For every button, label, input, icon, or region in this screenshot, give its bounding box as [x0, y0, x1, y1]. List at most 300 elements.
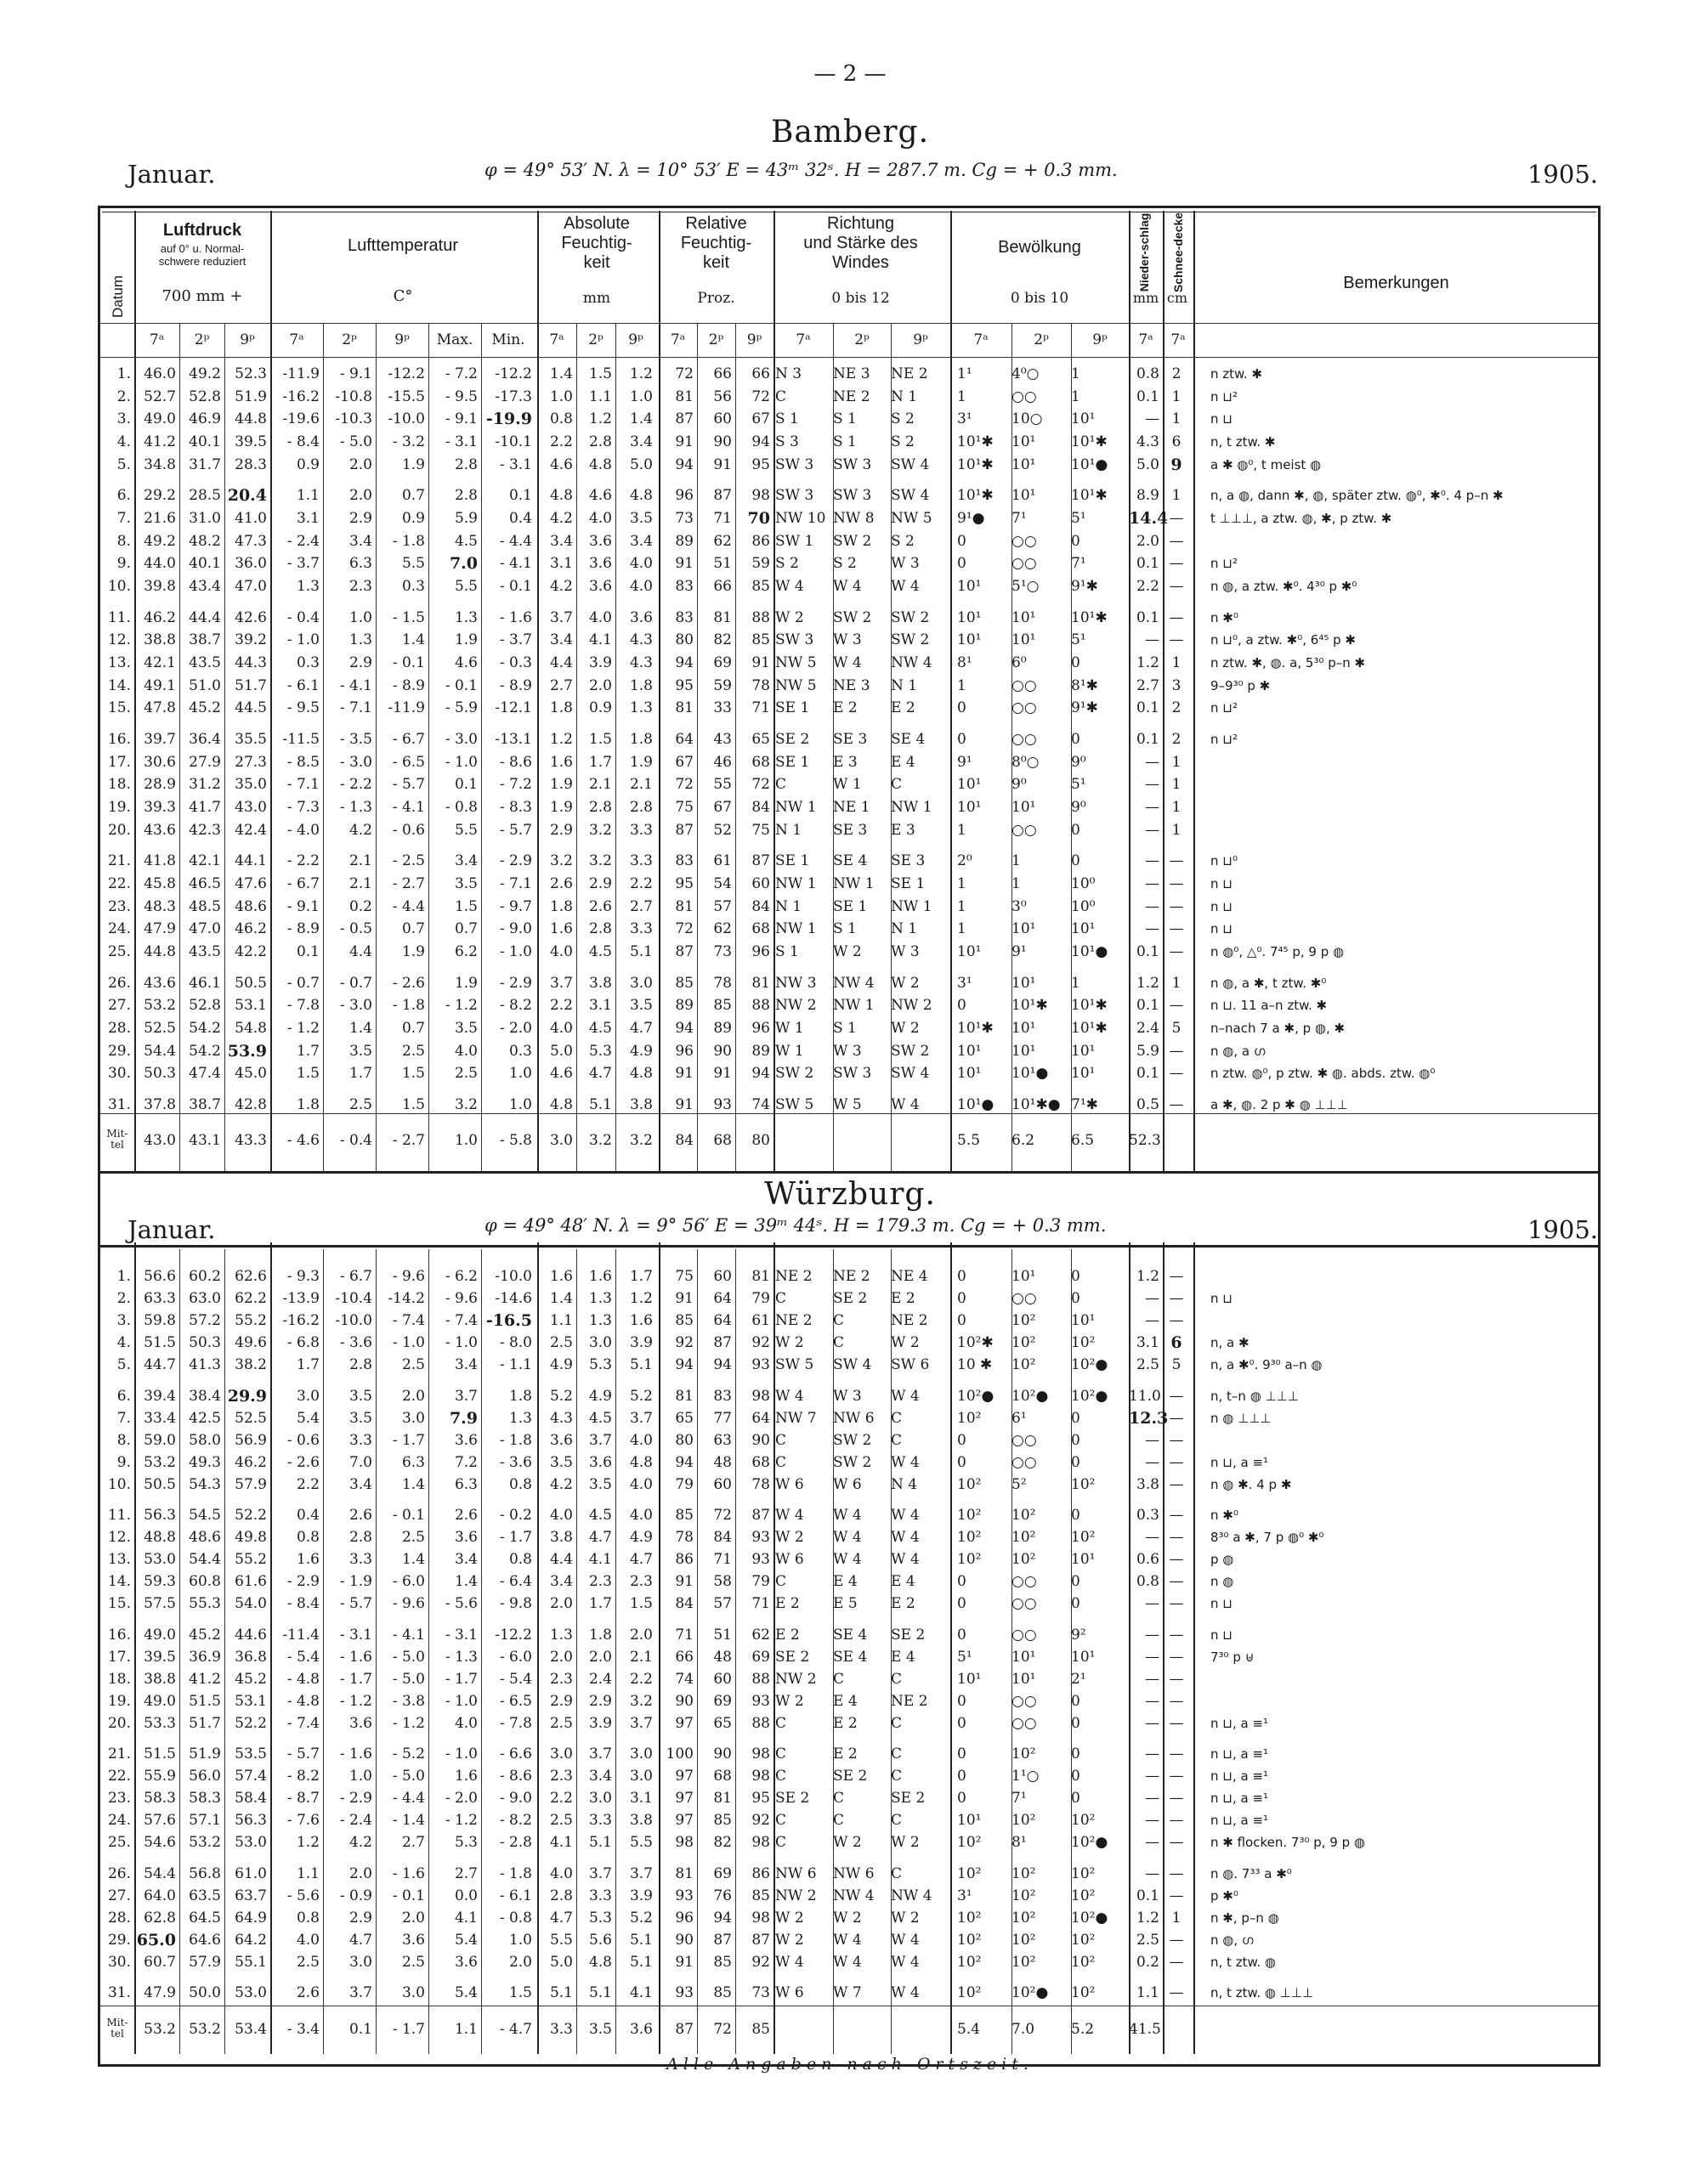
cell-r9: 68: [751, 920, 770, 938]
cell-datum: 30.: [107, 1953, 131, 1971]
cell-schnee: 1: [1171, 776, 1182, 794]
cell-r2: 85: [713, 997, 732, 1015]
sub-header: 7ᵃ: [670, 331, 686, 348]
cell-a7: 3.8: [549, 1529, 573, 1547]
cell-r2: 69: [713, 654, 732, 671]
cell-t7: - 6.1: [286, 676, 320, 694]
cell-w9: E 4: [891, 753, 915, 771]
cell-b2: 10²: [1012, 1887, 1036, 1904]
cell-tmax: - 3.1: [445, 1626, 478, 1644]
cell-r2: 63: [713, 1431, 732, 1449]
cell-r7: 72: [675, 920, 694, 938]
cell-t9: - 4.1: [392, 1626, 425, 1644]
cell-r7: 91: [675, 1096, 694, 1113]
cell-w7: W 2: [775, 1334, 804, 1352]
cell-r7: 71: [675, 1626, 694, 1644]
cell-w7: SW 1: [775, 532, 814, 550]
cell-r2: 90: [713, 1042, 732, 1060]
cell-w7: W 1: [775, 1042, 804, 1060]
cell-r7: 94: [675, 455, 694, 473]
header-rel-1: Relative: [685, 214, 747, 233]
cell-w7: W 4: [775, 1953, 804, 1971]
cell-w9: N 4: [891, 1475, 918, 1493]
cell-b7: 0: [957, 555, 966, 573]
cell-nied: —: [1145, 1312, 1159, 1330]
cell-a7: 4.3: [549, 1409, 573, 1427]
cell-r2: 66: [713, 578, 732, 595]
cell-tmax: 4.6: [454, 654, 478, 671]
cell-r9: 64: [751, 1409, 770, 1427]
cell-p9: 35.0: [235, 776, 267, 794]
cell-w9: W 3: [891, 943, 920, 960]
cell-w2: S 2: [833, 555, 857, 573]
cell-b2: 10¹✱: [1012, 997, 1048, 1015]
header-abs-unit: mm: [582, 290, 611, 307]
cell-a2: 1.6: [588, 1268, 612, 1285]
cell-p9: 52.3: [235, 365, 267, 382]
cell-nied: 3.8: [1136, 1475, 1159, 1493]
cell-datum: 2.: [116, 388, 131, 405]
cell-p2: 52.8: [189, 997, 221, 1015]
cell-nied: 1.2: [1136, 974, 1159, 992]
header-bemerkungen: Bemerkungen: [1343, 274, 1449, 292]
cell-tmax: 5.4: [454, 1931, 478, 1949]
cell-w7: NE 2: [775, 1312, 813, 1330]
cell-w7: W 4: [775, 1387, 804, 1405]
cell-a9: 1.8: [629, 676, 653, 694]
cell-p2: 57.2: [189, 1312, 221, 1330]
cell-schnee: —: [1169, 1042, 1184, 1060]
cell-nied: 1.2: [1136, 1909, 1159, 1927]
cell-p2: 53.2: [189, 2021, 221, 2038]
cell-r2: 60: [713, 1475, 732, 1493]
cell-p2: 45.2: [189, 699, 221, 717]
cell-nied: 0.1: [1136, 997, 1159, 1015]
cell-t2: 2.3: [348, 578, 372, 595]
cell-nied: 2.7: [1136, 676, 1159, 694]
cell-datum: 6.: [116, 487, 131, 505]
cell-r9: 75: [751, 821, 770, 839]
cell-datum: 22.: [107, 1768, 131, 1785]
cell-t2: 3.3: [348, 1431, 372, 1449]
cell-t7: 1.1: [296, 1864, 320, 1882]
cell-rem: n ◍: [1210, 1574, 1234, 1590]
cell-a9: 2.2: [629, 875, 653, 892]
cell-r2: 64: [713, 1312, 732, 1330]
cell-r9: 86: [751, 532, 770, 550]
cell-p2: 42.5: [189, 1409, 221, 1427]
cell-rem: n ⊔⁰, a ztw. ✱⁰, 6⁴⁵ p ✱: [1210, 632, 1356, 648]
cell-p7: 62.8: [144, 1909, 176, 1927]
cell-datum: 26.: [107, 974, 131, 992]
cell-p2: 31.0: [189, 510, 221, 527]
cell-t2: 3.4: [348, 532, 372, 550]
cell-b2: 10¹: [1012, 487, 1036, 505]
header-abs-1: Absolute: [564, 214, 630, 233]
cell-r7: 81: [675, 1387, 694, 1405]
cell-p2: 51.5: [189, 1692, 221, 1710]
cell-datum: 8.: [116, 1431, 131, 1449]
cell-t9: - 9.6: [392, 1595, 425, 1613]
cell-t9: 1.9: [401, 943, 425, 960]
cell-b2: 7¹: [1012, 510, 1027, 527]
cell-b2: 10²: [1012, 1953, 1036, 1971]
cell-b2: 10¹: [1012, 608, 1036, 626]
cell-t7: -11.9: [282, 365, 320, 382]
cell-a7: 2.7: [549, 676, 573, 694]
cell-rem: n ✱ flocken. 7³⁰ p, 9 p ◍: [1210, 1835, 1365, 1851]
cell-b9: 10²: [1071, 1984, 1096, 2001]
cell-b9: 5¹: [1071, 510, 1086, 527]
cell-t7: - 7.8: [286, 997, 320, 1015]
cell-w7: SW 3: [775, 631, 814, 649]
cell-b2: 10²: [1012, 1356, 1036, 1374]
cell-t9: 3.6: [401, 1931, 425, 1949]
cell-r9: 98: [751, 487, 770, 505]
cell-a7: 5.2: [549, 1387, 573, 1405]
cell-p9: 57.4: [235, 1768, 267, 1785]
cell-w7: E 2: [775, 1626, 800, 1644]
cell-p9: 61.6: [235, 1573, 267, 1591]
cell-w7: W 2: [775, 1529, 804, 1547]
cell-a7: 2.2: [549, 1790, 573, 1808]
cell-b7: 1: [957, 821, 966, 839]
cell-r9: 93: [751, 1692, 770, 1710]
cell-r2: 84: [713, 1529, 732, 1547]
cell-schnee: 5: [1171, 1356, 1182, 1374]
cell-tmax: - 7.4: [445, 1312, 478, 1330]
cell-tmax: - 5.9: [445, 699, 478, 717]
cell-schnee: —: [1169, 1626, 1184, 1644]
cell-rem: n ◍, a ✱, t ztw. ✱⁰: [1210, 975, 1327, 991]
cell-a2: 3.1: [588, 997, 612, 1015]
cell-b2: 10¹: [1012, 1648, 1036, 1666]
cell-a2: 4.7: [588, 1529, 612, 1547]
cell-b7: 10²●: [957, 1387, 994, 1405]
cell-p9: 52.2: [235, 1714, 267, 1732]
cell-t2: - 2.9: [339, 1790, 372, 1808]
cell-datum: 1.: [116, 365, 131, 382]
cell-w2: NE 3: [833, 676, 870, 694]
cell-r2: 68: [713, 1768, 732, 1785]
cell-tmin: - 6.5: [499, 1692, 532, 1710]
cell-p9: 54.0: [235, 1595, 267, 1613]
cell-r9: 70: [747, 509, 770, 528]
cell-r7: 80: [675, 1431, 694, 1449]
cell-a7: 3.0: [549, 1132, 573, 1149]
cell-w7: W 2: [775, 1909, 804, 1927]
cell-r7: 92: [675, 1334, 694, 1352]
cell-tmax: 7.2: [454, 1453, 478, 1471]
cell-schnee: —: [1169, 1953, 1184, 1971]
cell-tmin: - 8.3: [499, 799, 532, 816]
cell-t2: 1.0: [348, 608, 372, 626]
cell-p7: 34.8: [144, 455, 176, 473]
cell-w9: SW 4: [891, 487, 930, 505]
cell-r7: 90: [675, 1931, 694, 1949]
cell-b7: 1: [957, 920, 966, 938]
cell-b2: ○○: [1012, 676, 1037, 694]
cell-schnee: 1: [1171, 1909, 1182, 1927]
cell-p9: 27.3: [235, 753, 267, 771]
cell-tmax: 5.5: [454, 578, 478, 595]
cell-a2: 5.1: [588, 1096, 612, 1113]
cell-schnee: 1: [1171, 388, 1182, 405]
cell-p7: 43.0: [144, 1132, 176, 1149]
cell-t9: - 2.7: [392, 875, 425, 892]
cell-r2: 69: [713, 1692, 732, 1710]
cell-p9: 52.5: [235, 1409, 267, 1427]
cell-w7: C: [775, 1768, 787, 1785]
cell-r9: 78: [751, 676, 770, 694]
cell-b9: 1: [1071, 388, 1080, 405]
cell-p7: 53.3: [144, 1714, 176, 1732]
cell-r9: 59: [751, 555, 770, 573]
cell-datum: 21.: [107, 852, 131, 870]
cell-schnee: —: [1169, 1887, 1184, 1904]
cell-r9: 85: [751, 631, 770, 649]
cell-r7: 91: [675, 1290, 694, 1308]
cell-p2: 36.4: [189, 731, 221, 748]
cell-datum: 9.: [116, 555, 131, 573]
cell-r9: 79: [751, 1290, 770, 1308]
cell-r9: 98: [751, 1746, 770, 1762]
cell-p7: 51.5: [144, 1334, 176, 1352]
cell-r9: 87: [751, 1931, 770, 1949]
cell-rem: n ⊔: [1210, 921, 1232, 937]
cell-tmax: 0.0: [454, 1887, 478, 1904]
cell-rem: n ztw. ✱, ◍. a, 5³⁰ p–n ✱: [1210, 655, 1366, 670]
cell-t2: 2.9: [348, 1909, 372, 1927]
cell-r7: 84: [675, 1595, 694, 1613]
cell-t7: - 5.4: [286, 1648, 320, 1666]
cell-tmax: - 1.0: [445, 753, 478, 771]
cell-r9: 88: [751, 1714, 770, 1732]
cell-r7: 72: [675, 776, 694, 794]
cell-b7: 1: [957, 676, 966, 694]
cell-a9: 2.0: [629, 1626, 653, 1644]
cell-p9: 48.6: [235, 897, 267, 915]
cell-a7: 4.2: [549, 510, 573, 527]
cell-a7: 3.4: [549, 1573, 573, 1591]
cell-tmin: -16.5: [485, 1311, 532, 1331]
cell-b2: 10²: [1012, 1507, 1036, 1524]
cell-w7: S 1: [775, 943, 799, 960]
cell-a9: 4.3: [629, 631, 653, 649]
cell-b9: 2¹: [1071, 1670, 1086, 1688]
cell-a9: 4.8: [629, 1065, 653, 1083]
cell-t7: 1.1: [296, 487, 320, 505]
cell-datum: 14.: [107, 676, 131, 694]
cell-r7: 89: [675, 532, 694, 550]
cell-b2: 10¹: [1012, 799, 1036, 816]
row-divider: [100, 1113, 1598, 1114]
cell-tmin: - 2.0: [499, 1020, 532, 1037]
cell-b7: 10²: [957, 1834, 982, 1852]
cell-p7: 47.9: [144, 1984, 176, 2001]
cell-b7: 10¹✱: [957, 433, 994, 450]
cell-p9: 53.4: [235, 2021, 267, 2038]
cell-a7: 3.7: [549, 608, 573, 626]
cell-r9: 87: [751, 852, 770, 870]
cell-datum: 27.: [107, 997, 131, 1015]
cell-t2: -10.8: [335, 388, 372, 405]
cell-nied: 0.8: [1136, 365, 1159, 382]
cell-a9: 4.0: [629, 1431, 653, 1449]
cell-r9: 93: [751, 1529, 770, 1547]
cell-b7: 1: [957, 897, 966, 915]
cell-r7: 97: [675, 1790, 694, 1808]
cell-b9: 10¹: [1071, 1648, 1096, 1666]
cell-w7: C: [775, 1746, 787, 1762]
cell-w7: C: [775, 1812, 787, 1830]
cell-tmax: 3.4: [454, 1356, 478, 1374]
cell-b7: 0: [957, 699, 966, 717]
cell-a9: 2.1: [629, 1648, 653, 1666]
cell-t9: -14.2: [388, 1290, 425, 1308]
cell-w7: NW 10: [775, 510, 826, 527]
cell-p9: 50.5: [235, 974, 267, 992]
cell-tmin: - 5.7: [499, 821, 532, 839]
cell-p7: 51.5: [144, 1746, 176, 1762]
cell-r7: 83: [675, 608, 694, 626]
cell-nied: 0.5: [1136, 1096, 1159, 1113]
cell-p9: 39.5: [235, 433, 267, 450]
cell-r7: 94: [675, 1356, 694, 1374]
cell-p2: 54.2: [189, 1020, 221, 1037]
cell-p7: 47.9: [144, 920, 176, 938]
cell-w9: NW 1: [891, 897, 932, 915]
cell-w7: W 4: [775, 578, 804, 595]
cell-w2: E 4: [833, 1692, 858, 1710]
cell-p2: 43.4: [189, 578, 221, 595]
cell-a9: 5.1: [629, 1953, 653, 1971]
cell-w2: E 4: [833, 1573, 858, 1591]
cell-p9: 61.0: [235, 1864, 267, 1882]
cell-t9: - 4.4: [392, 897, 425, 915]
cell-b7: 3¹: [957, 410, 972, 428]
cell-p9: 56.3: [235, 1812, 267, 1830]
cell-a2: 4.1: [588, 631, 612, 649]
cell-a9: 3.8: [629, 1096, 653, 1113]
cell-w2: W 3: [833, 1387, 862, 1405]
cell-w2: W 1: [833, 776, 862, 794]
cell-p7: 54.4: [144, 1042, 176, 1060]
cell-p9: 62.2: [235, 1290, 267, 1308]
cell-schnee: 6: [1171, 433, 1182, 450]
cell-datum: 7.: [116, 510, 131, 527]
cell-w7: SW 5: [775, 1096, 814, 1113]
cell-w2: C: [833, 1790, 845, 1808]
cell-t2: -10.4: [335, 1290, 372, 1308]
cell-w7: W 2: [775, 1692, 804, 1710]
cell-tmax: 4.5: [454, 532, 478, 550]
cell-a9: 1.2: [629, 365, 653, 382]
cell-r7: 81: [675, 388, 694, 405]
sub-header: 2ᵖ: [342, 331, 357, 348]
cell-t9: - 6.7: [392, 731, 425, 748]
cell-t2: - 0.9: [339, 1887, 372, 1904]
cell-p7: 46.2: [144, 608, 176, 626]
cell-w7: SW 3: [775, 487, 814, 505]
cell-t9: 2.5: [401, 1529, 425, 1547]
cell-rem: n, t–n ◍ ⊥⊥⊥: [1210, 1388, 1299, 1404]
sub-header: 2ᵖ: [1034, 331, 1049, 348]
cell-t7: 0.9: [296, 455, 320, 473]
cell-p7: 49.0: [144, 410, 176, 428]
cell-t2: - 0.4: [339, 1132, 372, 1149]
cell-datum: 26.: [107, 1864, 131, 1882]
cell-a2: 2.9: [588, 875, 612, 892]
cell-datum: 31.: [107, 1984, 131, 2001]
cell-b2: 10²●: [1012, 1984, 1049, 2001]
cell-b2: ○○: [1012, 1692, 1037, 1710]
cell-r7: 95: [675, 676, 694, 694]
cell-b2: 9⁰: [1012, 776, 1027, 794]
cell-tmax: 3.7: [454, 1387, 478, 1405]
cell-a2: 3.7: [588, 1431, 612, 1449]
cell-a7: 3.2: [549, 852, 573, 870]
cell-b7: 10²: [957, 1551, 982, 1569]
cell-t2: - 1.7: [339, 1670, 372, 1688]
cell-a7: 2.5: [549, 1812, 573, 1830]
header-wind-unit: 0 bis 12: [831, 290, 890, 307]
cell-w9: SW 2: [891, 608, 930, 626]
cell-r2: 76: [713, 1887, 732, 1904]
cell-b9: 0: [1071, 1409, 1080, 1427]
cell-b7: 0: [957, 997, 966, 1015]
cell-r7: 83: [675, 578, 694, 595]
cell-t7: - 1.0: [286, 631, 320, 649]
cell-w9: E 2: [891, 1595, 915, 1613]
cell-a7: 2.5: [549, 1334, 573, 1352]
cell-b7: 10¹✱: [957, 455, 994, 473]
sub-header: 7ᵃ: [796, 331, 811, 348]
cell-a2: 3.3: [588, 1812, 612, 1830]
cell-t9: - 4.1: [392, 799, 425, 816]
cell-rem: n ◍⁰, △⁰. 7⁴⁵ p, 9 p ◍: [1210, 944, 1345, 959]
cell-t2: - 3.5: [339, 731, 372, 748]
cell-r7: 100: [666, 1746, 694, 1762]
cell-b9: 10⁰: [1071, 897, 1096, 915]
cell-datum: 13.: [107, 1551, 131, 1569]
cell-tmin: - 0.8: [499, 1909, 532, 1927]
cell-b7: 10¹: [957, 578, 982, 595]
cell-tmin: - 1.8: [499, 1431, 532, 1449]
cell-datum: 12.: [107, 631, 131, 649]
cell-b7: 0: [957, 731, 966, 748]
cell-tmin: - 6.1: [499, 1887, 532, 1904]
cell-t9: - 3.8: [392, 1692, 425, 1710]
cell-b9: 1: [1071, 974, 1080, 992]
cell-a7: 4.0: [549, 943, 573, 960]
cell-b9: 6.5: [1071, 1132, 1095, 1149]
cell-tmin: - 8.2: [499, 1812, 532, 1830]
cell-t2: 2.9: [348, 654, 372, 671]
cell-t7: - 3.4: [286, 2021, 320, 2038]
cell-tmax: - 9.1: [445, 410, 478, 428]
cell-r2: 52: [713, 821, 732, 839]
cell-r9: 78: [751, 1475, 770, 1493]
cell-tmax: - 3.1: [445, 433, 478, 450]
coordinates: φ = 49° 53′ N. λ = 10° 53′ E = 43ᵐ 32ˢ. H = 287.7 m. Cg = + 0.3 mm.: [484, 160, 1118, 180]
cell-nied: 1.2: [1136, 654, 1159, 671]
cell-nied: —: [1145, 1453, 1159, 1471]
cell-a2: 1.5: [588, 731, 612, 748]
cell-schnee: 2: [1171, 699, 1182, 717]
cell-p7: 49.0: [144, 1692, 176, 1710]
cell-t9: - 0.1: [392, 1507, 425, 1524]
